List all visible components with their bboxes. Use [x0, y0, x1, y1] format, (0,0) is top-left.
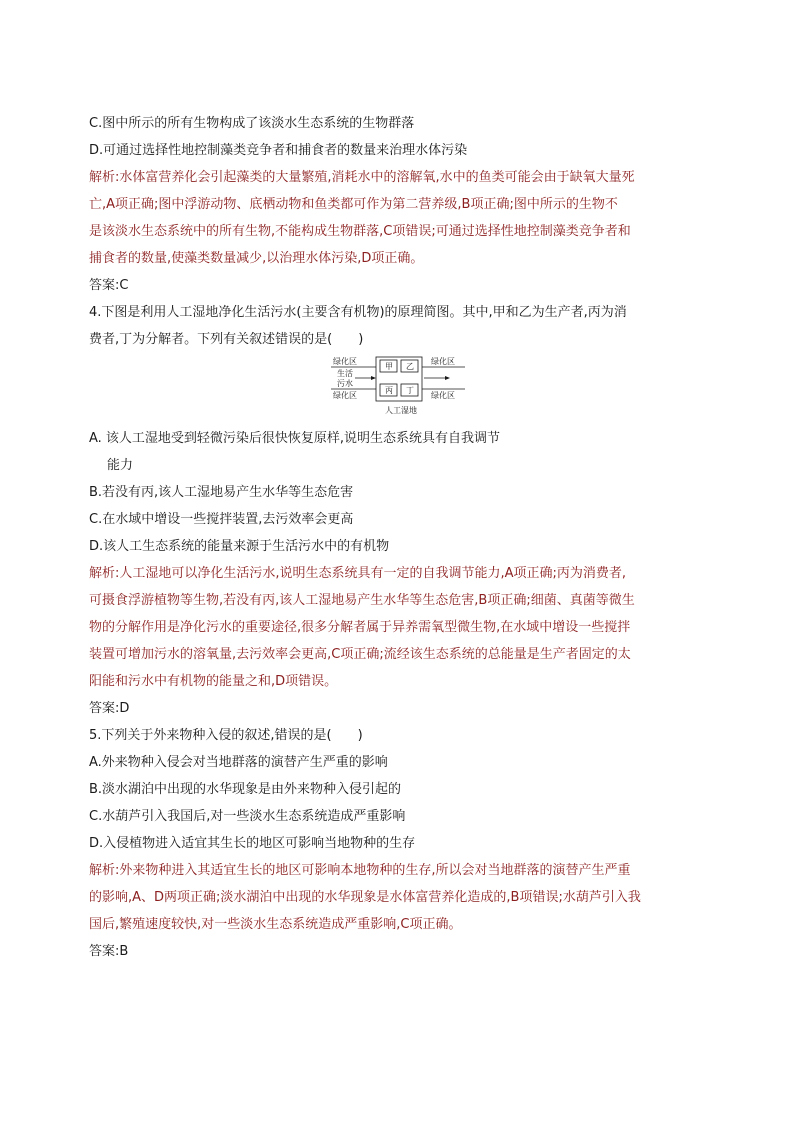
sewage-label-line1: 生活 [337, 369, 353, 378]
q3-analysis-line: 解析:水体富营养化会引起藻类的大量繁殖,消耗水中的溶解氧,水中的鱼类可能会由于缺氧大量死 [89, 170, 635, 185]
q3-analysis-line: 亡,A项正确;图中浮游动物、底栖动物和鱼类都可作为第二营养级,B项正确;图中所示的生物不 [89, 197, 618, 212]
document-page [89, 110, 709, 965]
q5-option-c: C.水葫芦引入我国后,对一些淡水生态系统造成严重影响 [89, 809, 406, 824]
q3-option-c: C.图中所示的所有生物构成了该淡水生态系统的生物群落 [89, 116, 415, 131]
q4-option-d: D.该人工生态系统的能量来源于生活污水中的有机物 [89, 539, 390, 554]
wetland-diagram-svg [331, 355, 467, 421]
q3-answer: 答案:C [89, 278, 129, 293]
q4-analysis-line: 装置可增加污水的溶氧量,去污效率会更高,C项正确;流经该生态系统的总能量是生产者固定的太 [89, 647, 631, 662]
q4-analysis-line: 可摄食浮游植物等生物,若没有丙,该人工湿地易产生水华等生态危害,B项正确;细菌、真菌等微生 [89, 593, 635, 608]
q5-analysis-line: 解析:外来物种进入其适宜生长的地区可影响本地物种的生存,所以会对当地群落的演替产生严重 [89, 863, 631, 878]
q4-analysis-line: 解析:人工湿地可以净化生活污水,说明生态系统具有一定的自我调节能力,A项正确;丙为消费者, [89, 566, 627, 581]
q5-answer: 答案:B [89, 944, 129, 959]
ding-label: 丁 [406, 386, 414, 395]
q4-stem-line: 4.下图是利用人工湿地净化生活污水(主要含有机物)的原理简图。其中,甲和乙为生产者,丙为消 [89, 305, 627, 320]
q3-option-d: D.可通过选择性地控制藻类竞争者和捕食者的数量来治理水体污染 [89, 143, 468, 158]
diagram-caption: 人工湿地 [385, 406, 417, 415]
sewage-label-line2: 污水 [337, 379, 353, 388]
output-arrowhead [445, 376, 450, 380]
q5-analysis-line: 国后,繁殖速度较快,对一些淡水生态系统造成严重影响,C项正确。 [89, 917, 462, 932]
q4-answer: 答案:D [89, 701, 130, 716]
q5-stem: 5.下列关于外来物种入侵的叙述,错误的是( ) [89, 728, 363, 743]
sewage-input-arrowhead [371, 376, 376, 380]
q4-option-b: B.若没有丙,该人工湿地易产生水华等生态危害 [89, 485, 354, 500]
q4-stem-line: 费者,丁为分解者。下列有关叙述错误的是( ) [89, 332, 364, 347]
green-zone-left-top-label: 绿化区 [333, 357, 357, 366]
green-zone-right-bottom-label: 绿化区 [431, 391, 455, 400]
q5-option-a: A.外来物种入侵会对当地群落的演替产生严重的影响 [89, 755, 388, 770]
wetland-diagram [89, 355, 709, 421]
yi-label: 乙 [406, 362, 414, 371]
q4-option-a-continued: 能力 [107, 458, 134, 473]
q5-option-b: B.淡水湖泊中出现的水华现象是由外来物种入侵引起的 [89, 782, 402, 797]
q4-option-a: A. 该人工湿地受到轻微污染后很快恢复原样,说明生态系统具有自我调节 [89, 431, 501, 446]
q4-analysis-line: 物的分解作用是净化污水的重要途径,很多分解者属于异养需氧型微生物,在水域中增设一些搅拌 [89, 620, 631, 635]
q3-analysis-line: 是该淡水生态系统中的所有生物,不能构成生物群落,C项错误;可通过选择性地控制藻类竞争者和 [89, 224, 631, 239]
q3-analysis-line: 捕食者的数量,使藻类数量减少,以治理水体污染,D项正确。 [89, 251, 424, 266]
q4-option-c: C.在水域中增设一些搅拌装置,去污效率会更高 [89, 512, 354, 527]
q5-option-d: D.入侵植物进入适宜其生长的地区可影响当地物种的生存 [89, 836, 416, 851]
q5-analysis-line: 的影响,A、D两项正确;淡水湖泊中出现的水华现象是水体富营养化造成的,B项错误;水葫芦引入我 [89, 890, 641, 905]
q4-analysis-line: 阳能和污水中有机物的能量之和,D项错误。 [89, 674, 338, 689]
green-zone-right-top-label: 绿化区 [431, 357, 455, 366]
green-zone-left-bottom-label: 绿化区 [333, 391, 357, 400]
jia-label: 甲 [385, 362, 393, 371]
wetland-block [376, 357, 422, 401]
bing-label: 丙 [385, 386, 393, 395]
